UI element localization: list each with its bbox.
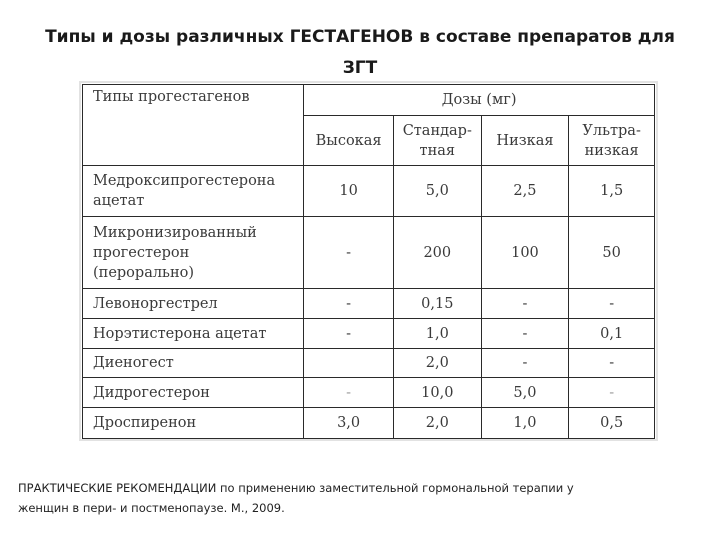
- dose-low-value: -: [481, 349, 569, 378]
- dose-high-value: -: [304, 289, 394, 319]
- header-dose-standard-line-1: Стандар-: [402, 122, 472, 139]
- slide-title-line-1: Типы и дозы различных ГЕСТАГЕНОВ в составе препаратов для: [45, 27, 675, 47]
- dose-low-value: 1,0: [481, 408, 569, 439]
- header-dose-standard-line-2: тная: [419, 142, 456, 159]
- dose-high-value: 3,0: [304, 408, 394, 439]
- dose-low-value: 100: [481, 217, 569, 289]
- progestogen-name: Норэтистерона ацетат: [83, 319, 304, 349]
- table-row: [83, 217, 655, 289]
- dose-standard-value: 0,15: [393, 289, 481, 319]
- dose-ultralow-value: 0,5: [569, 408, 655, 439]
- dose-high-value: -: [304, 319, 394, 349]
- progestogen-name: Дидрогестерон: [83, 378, 304, 408]
- progestogen-name-line: (перорально): [93, 264, 194, 281]
- table-row: [83, 319, 655, 349]
- header-dose-ultralow: [569, 116, 655, 166]
- slide-title: [0, 22, 720, 84]
- source-citation-line-1: ПРАКТИЧЕСКИЕ РЕКОМЕНДАЦИИ по применению заместительной гормональной терапии у: [18, 481, 574, 495]
- progestogen-name: [83, 166, 304, 217]
- progestogen-name-line: Микронизированный: [93, 224, 257, 241]
- dose-high-value: -: [304, 378, 394, 408]
- dose-ultralow-value: 0,1: [569, 319, 655, 349]
- progestogen-name-line: прогестерон: [93, 244, 190, 261]
- progestogen-name: [83, 217, 304, 289]
- progestogen-name-line: ацетат: [93, 193, 145, 209]
- progestogen-name: Левоноргестрел: [83, 289, 304, 319]
- header-dose-high: Высокая: [304, 116, 394, 166]
- dose-low-value: -: [481, 319, 569, 349]
- dose-ultralow-value: -: [569, 378, 655, 408]
- dose-standard-value: 10,0: [393, 378, 481, 408]
- progestogen-name: Диеногест: [83, 349, 304, 378]
- table-row: [83, 408, 655, 439]
- table-header-row-1: [83, 85, 655, 116]
- dose-ultralow-value: -: [569, 289, 655, 319]
- source-citation: [18, 478, 698, 518]
- header-dose-ultralow-line-2: низкая: [584, 142, 639, 159]
- dose-low-value: -: [481, 289, 569, 319]
- dose-high-value: [304, 349, 394, 378]
- progestogen-name-line: Медроксипрогестерона: [93, 173, 276, 189]
- table-row: [83, 378, 655, 408]
- dose-high-value: -: [304, 217, 394, 289]
- dose-high-value: 10: [304, 166, 394, 217]
- dose-ultralow-value: 1,5: [569, 166, 655, 217]
- table-row: [83, 166, 655, 217]
- source-citation-line-2: женщин в пери- и постменопаузе. М., 2009.: [18, 501, 285, 515]
- dose-low-value: 5,0: [481, 378, 569, 408]
- gestagen-dose-table: [82, 84, 655, 439]
- dose-standard-value: 200: [393, 217, 481, 289]
- dose-ultralow-value: -: [569, 349, 655, 378]
- progestogen-name: Дроспиренон: [83, 408, 304, 439]
- table-row: [83, 289, 655, 319]
- dose-standard-value: 2,0: [393, 349, 481, 378]
- dose-standard-value: 1,0: [393, 319, 481, 349]
- header-doses-mg: Дозы (мг): [304, 85, 655, 116]
- dose-standard-value: 5,0: [393, 166, 481, 217]
- header-dose-ultralow-line-1: Ультра-: [582, 122, 641, 139]
- header-progestogen-types: Типы прогестагенов: [83, 85, 304, 166]
- table-row: [83, 349, 655, 378]
- header-dose-low: Низкая: [481, 116, 569, 166]
- dose-ultralow-value: 50: [569, 217, 655, 289]
- dose-low-value: 2,5: [481, 166, 569, 217]
- dose-standard-value: 2,0: [393, 408, 481, 439]
- slide-title-line-2: ЗГТ: [342, 58, 378, 78]
- header-dose-standard: [393, 116, 481, 166]
